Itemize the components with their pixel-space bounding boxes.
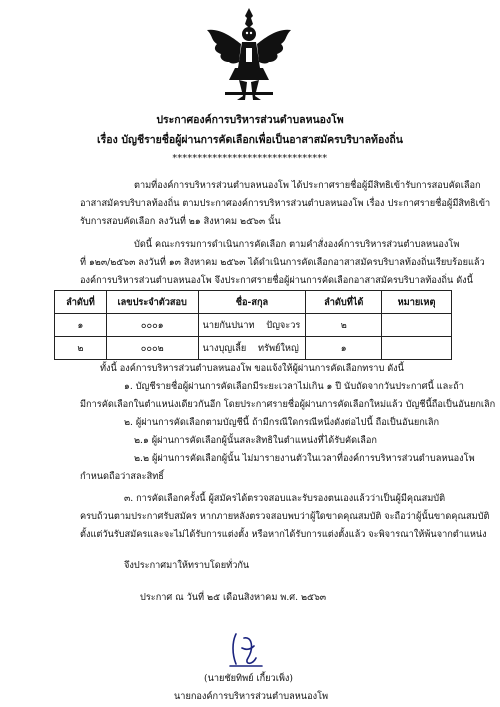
cell-exam-id: ๐๐๐๑ bbox=[106, 314, 198, 337]
cell-no: ๒ bbox=[55, 337, 107, 360]
table-row bbox=[55, 337, 452, 360]
candidates-table bbox=[54, 290, 452, 360]
cell-exam-id: ๐๐๐๒ bbox=[106, 337, 198, 360]
document-subject: เรื่อง บัญชีรายชื่อผู้ผ่านการคัดเลือกเพื่อเป็นอาสาสมัครบริบาลท้องถิ่น bbox=[97, 134, 403, 146]
notice-item-2-1: ๒.๑ ผู้ผ่านการคัดเลือกผู้นั้นสละสิทธิในตำแหน่งที่ได้รับคัดเลือก bbox=[134, 435, 377, 446]
announcement-date: ประกาศ ณ วันที่ ๒๕ เดือนสิงหาคม พ.ศ. ๒๕๖๓ bbox=[140, 592, 327, 603]
col-header-rank: ลำดับที่ได้ bbox=[306, 291, 382, 314]
table-row bbox=[55, 314, 452, 337]
col-header-no: ลำดับที่ bbox=[55, 291, 107, 314]
intro-line-1: ตามที่องค์การบริหารส่วนตำบลหนองโพ ได้ประกาศรายชื่อผู้มีสิทธิเข้ารับการสอบคัดเลือก bbox=[134, 180, 481, 191]
body-line-2: ที่ ๑๒๓/๒๕๖๓ ลงวันที่ ๑๓ สิงหาคม ๒๕๖๓ ได้ดำเนินการคัดเลือกอาสาสมัครบริบาลท้องถิ่นเรียบร้อยแล้ว bbox=[80, 257, 485, 268]
col-header-name: ชื่อ-สกุล bbox=[198, 291, 306, 314]
signature-icon bbox=[222, 628, 270, 672]
notice-item-2-2a: ๒.๒ ผู้ผ่านการคัดเลือกผู้นั้น ไม่มารายงานตัวในเวลาที่องค์การบริหารส่วนตำบลหนองโพ bbox=[134, 453, 475, 464]
cell-note bbox=[382, 314, 452, 337]
notice-item-1a: ๑. บัญชีรายชื่อผู้ผ่านการคัดเลือกมีระยะเวลาไม่เกิน ๑ ปี นับถัดจากวันประกาศนี้ และถ้า bbox=[124, 381, 464, 392]
notice-item-1b: มีการคัดเลือกในตำแหน่งเดียวกันอีก โดยประกาศรายชื่อผู้ผ่านการคัดเลือกใหม่แล้ว บัญชีนี้ถือเป็นอันยกเลิก bbox=[80, 399, 496, 410]
body-line-1: บัดนี้ คณะกรรมการดำเนินการคัดเลือก ตามคำสั่งองค์การบริหารส่วนตำบลหนองโพ bbox=[134, 239, 460, 250]
separator-stars: ******************************* bbox=[172, 154, 328, 164]
document-title: ประกาศองค์การบริหารส่วนตำบลหนองโพ bbox=[156, 114, 344, 126]
notice-intro: ทั้งนี้ องค์การบริหารส่วนตำบลหนองโพ ขอแจ้งให้ผู้ผ่านการคัดเลือกทราบ ดังนี้ bbox=[100, 363, 404, 374]
last-name: ทรัพย์ใหญ่ bbox=[257, 342, 299, 354]
intro-line-2: อาสาสมัครบริบาลท้องถิ่น ตามประกาศองค์การบริหารส่วนตำบลหนองโพ เรื่อง ประกาศรายชื่อผู้มีสิทธิเข้า bbox=[80, 198, 491, 209]
notice-item-2: ๒. ผู้ผ่านการคัดเลือกตามบัญชีนี้ ถ้ามีกรณีใดกรณีหนึ่งดังต่อไปนี้ ถือเป็นอันยกเลิก bbox=[124, 417, 440, 428]
cell-rank: ๒ bbox=[306, 314, 382, 337]
first-name: นางบุญเลี้ย bbox=[202, 342, 247, 354]
col-header-exam-id: เลขประจำตัวสอบ bbox=[106, 291, 198, 314]
cell-rank: ๑ bbox=[306, 337, 382, 360]
intro-line-3: รับการสอบคัดเลือก ลงวันที่ ๒๑ สิงหาคม ๒๕๖๓ นั้น bbox=[80, 216, 281, 227]
signer-title: นายกองค์การบริหารส่วนตำบลหนองโพ bbox=[174, 691, 329, 702]
garuda-emblem-icon bbox=[205, 6, 293, 102]
cell-name bbox=[198, 314, 306, 337]
cell-name bbox=[198, 337, 306, 360]
last-name: ปัญจะวร bbox=[266, 319, 301, 331]
cell-no: ๑ bbox=[55, 314, 107, 337]
signer-name: (นายชัยทิพย์ เกี้ยวเพ็ง) bbox=[204, 673, 293, 684]
col-header-note: หมายเหตุ bbox=[382, 291, 452, 314]
notice-item-3a: ๓. การคัดเลือกครั้งนี้ ผู้สมัครได้ตรวจสอบและรับรองตนเองแล้วว่าเป็นผู้มีคุณสมบัติ bbox=[124, 493, 446, 504]
closing-announce: จึงประกาศมาให้ทราบโดยทั่วกัน bbox=[124, 560, 250, 571]
cell-note bbox=[382, 337, 452, 360]
table-header-row bbox=[55, 291, 452, 314]
notice-item-3c: ตั้งแต่วันรับสมัครและจะไม่ได้รับการแต่งตั้ง หรือหากได้รับการแต่งตั้งแล้ว จะพิจารณาให้พ้นจากตำแหน่ง bbox=[80, 529, 487, 540]
body-line-3: องค์การบริหารส่วนตำบลหนองโพ จึงประกาศรายชื่อผู้ผ่านการคัดเลือกอาสาสมัครบริบาลท้องถิ่น ดังนี้ bbox=[80, 275, 473, 286]
first-name: นายกันปนาท bbox=[202, 319, 255, 331]
notice-item-2-2b: กำหนดถือว่าสละสิทธิ์ bbox=[80, 471, 164, 482]
notice-item-3b: ครบถ้วนตามประกาศรับสมัคร หากภายหลังตรวจสอบพบว่าผู้ใดขาดคุณสมบัติ จะถือว่าผู้นั้นขาดคุณสมบัติ bbox=[80, 511, 490, 522]
